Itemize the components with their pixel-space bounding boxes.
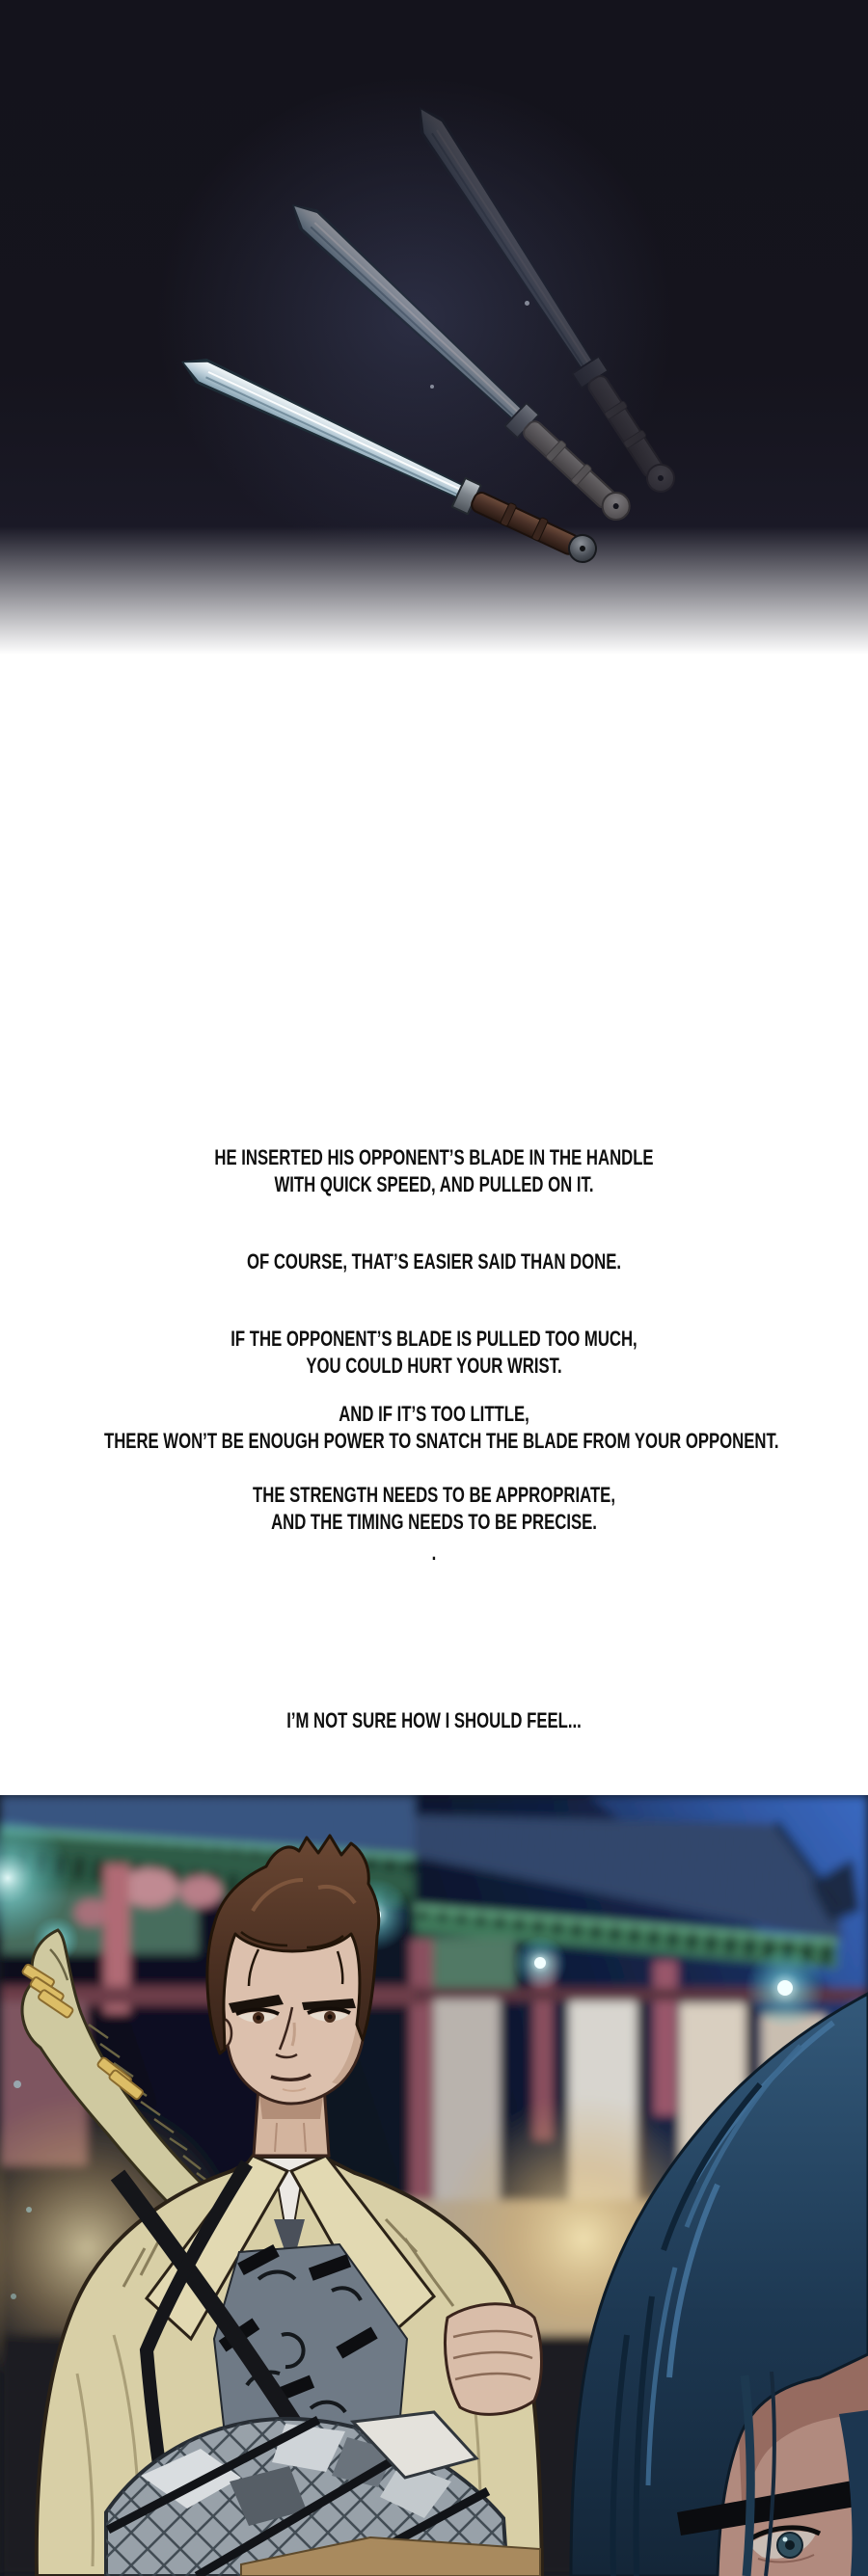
sparkle [11, 2294, 16, 2299]
narration-line: I’M NOT SURE HOW I SHOULD FEEL... [286, 1708, 582, 1732]
narration-line: OF COURSE, THAT’S EASIER SAID THAN DONE. [246, 1249, 621, 1274]
light-point [777, 1980, 793, 1996]
gripping-hand [446, 2304, 542, 2415]
narration-line: YOU COULD HURT YOUR WRIST. [306, 1354, 562, 1378]
sparkle [14, 2080, 21, 2088]
eye-glint [783, 2537, 788, 2542]
narration-line: HE INSERTED HIS OPPONENT’S BLADE IN THE HANDLE [214, 1145, 654, 1169]
pillar [410, 1940, 433, 2229]
light-point [534, 1957, 546, 1969]
narration-line: AND IF IT’S TOO LITTLE, [339, 1402, 529, 1426]
pink-arch [179, 1876, 222, 1907]
narration-line: IF THE OPPONENT’S BLADE IS PULLED TOO MUCH, [231, 1327, 637, 1351]
narration-line: THERE WON’T BE ENOUGH POWER TO SNATCH THE BLADE FROM YOUR OPPONENT. [104, 1429, 779, 1453]
eye-pupil [785, 2540, 795, 2550]
narration-line: AND THE TIMING NEEDS TO BE PRECISE. [271, 1510, 597, 1534]
narration-line: THE STRENGTH NEEDS TO BE APPROPRIATE, [253, 1483, 615, 1507]
night-courtyard-scene [0, 1795, 868, 2576]
dust-speck [430, 385, 434, 389]
sword-intro-section [0, 0, 868, 675]
pillar [654, 1961, 677, 2115]
narration-line: WITH QUICK SPEED, AND PULLED ON IT. [274, 1172, 594, 1196]
narration-stray-period: . [431, 1541, 437, 1565]
pink-arch [74, 1899, 109, 1926]
comic-panel [0, 1795, 868, 2576]
sparkle [26, 2207, 32, 2213]
